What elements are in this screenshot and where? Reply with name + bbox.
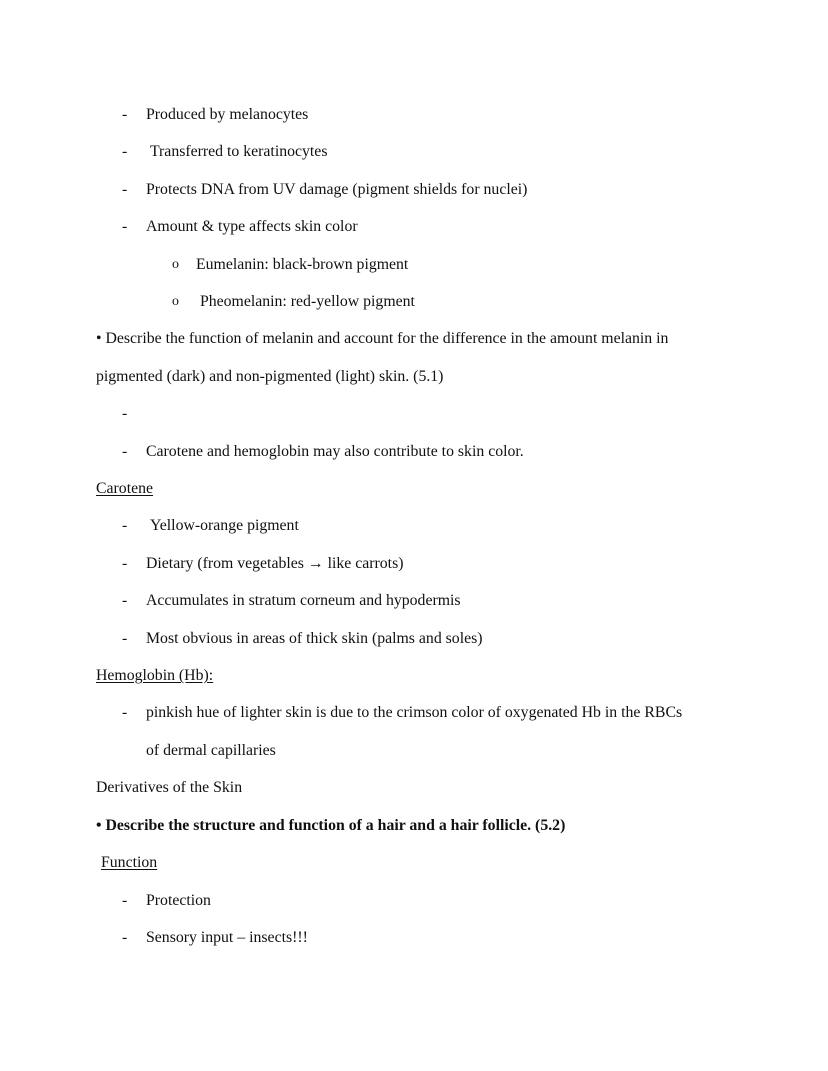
- dash-bullet-icon: -: [122, 592, 128, 610]
- list-item: [96, 919, 696, 956]
- list-item: [96, 208, 696, 245]
- list-item: [96, 507, 696, 544]
- list-item-text: pinkish hue of lighter skin is due to the crimson color of oxygenated Hb in the RBCs of dermal capillaries: [146, 704, 687, 759]
- section-heading: Derivatives of the Skin: [96, 779, 243, 797]
- list-item: [96, 582, 696, 619]
- list-item-text: Protection: [146, 891, 211, 909]
- list-item-text: Accumulates in stratum corneum and hypodermis: [146, 592, 461, 610]
- list-item-text: Produced by melanocytes: [146, 106, 309, 123]
- dash-bullet-icon: -: [122, 405, 128, 423]
- dash-bullet-icon: -: [122, 143, 128, 161]
- list-item-text: Carotene and hemoglobin may also contribute to skin color.: [146, 442, 524, 460]
- list-item: [96, 545, 696, 582]
- dash-bullet-icon: -: [122, 180, 128, 198]
- section-heading-underlined: Hemoglobin (Hb):: [96, 667, 214, 685]
- dash-bullet-icon: -: [122, 218, 128, 236]
- dash-bullet-icon: -: [122, 629, 128, 647]
- list-item-text: Transferred to keratinocytes: [146, 143, 328, 161]
- section-heading-row: [96, 470, 696, 507]
- list-item: [96, 620, 696, 657]
- list-item: [96, 694, 696, 769]
- objective-paragraph-bold: • Describe the structure and function of a hair and a hair follicle. (5.2): [96, 816, 566, 834]
- dash-bullet-icon: -: [122, 928, 128, 946]
- dash-bullet-icon: -: [122, 106, 128, 123]
- list-item: [96, 395, 696, 432]
- section-heading-row: [96, 657, 696, 694]
- list-item: [96, 171, 696, 208]
- dash-bullet-icon: -: [122, 517, 128, 535]
- objective-paragraph: • Describe the function of melanin and account for the difference in the amount melanin in pigmented (dark) and non-pigmented (light) skin. (5.1): [96, 330, 669, 385]
- list-item-text: Most obvious in areas of thick skin (palms and soles): [146, 629, 483, 647]
- list-item-text: Sensory input – insects!!!: [146, 928, 308, 946]
- list-item: [96, 433, 696, 470]
- sub-list-item: [96, 283, 696, 320]
- circle-bullet-icon: o: [172, 294, 179, 310]
- section-heading-underlined: Function: [101, 854, 158, 872]
- dash-bullet-icon: -: [122, 442, 128, 460]
- sub-list-item-text: Pheomelanin: red-yellow pigment: [196, 293, 415, 311]
- section-heading-row: [96, 844, 696, 881]
- dash-bullet-icon: -: [122, 704, 128, 722]
- dash-bullet-icon: -: [122, 891, 128, 909]
- section-heading-underlined: Carotene: [96, 480, 154, 498]
- list-item: [96, 96, 696, 133]
- sub-list-item: [96, 246, 696, 283]
- document-body: [96, 96, 696, 956]
- circle-bullet-icon: o: [172, 256, 179, 272]
- list-item: [96, 882, 696, 919]
- sub-list-item-text: Eumelanin: black-brown pigment: [196, 255, 409, 273]
- list-item-text: Dietary (from vegetables → like carrots): [146, 554, 404, 572]
- list-item: [96, 133, 696, 170]
- list-item-text: Amount & type affects skin color: [146, 218, 358, 236]
- list-item-text: Yellow-orange pigment: [146, 517, 299, 535]
- dash-bullet-icon: -: [122, 554, 128, 572]
- list-item-text: Protects DNA from UV damage (pigment shields for nuclei): [146, 180, 528, 198]
